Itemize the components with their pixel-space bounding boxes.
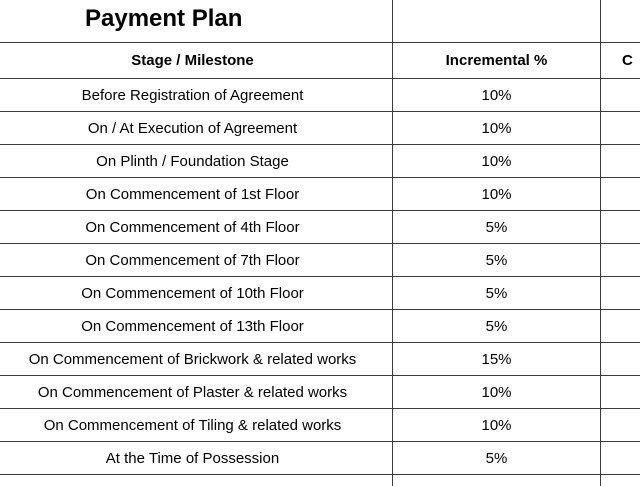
stage-cell xyxy=(0,244,393,277)
stage-cell xyxy=(0,112,393,145)
empty-cell xyxy=(601,475,640,486)
table-row xyxy=(0,244,640,277)
table-row xyxy=(0,112,640,145)
incremental-percent-cell: 10% xyxy=(393,178,601,211)
cumulative-cell xyxy=(601,145,640,178)
incremental-percent-cell: 10% xyxy=(393,112,601,145)
table-row xyxy=(0,475,640,486)
stage-label: On Commencement of 4th Floor xyxy=(85,219,299,236)
table-row xyxy=(0,376,640,409)
table-row xyxy=(0,343,640,376)
cumulative-cell xyxy=(601,277,640,310)
stage-cell xyxy=(0,409,393,442)
stage-cell xyxy=(0,145,393,178)
incremental-percent-cell: 10% xyxy=(393,376,601,409)
table-row xyxy=(0,277,640,310)
stage-label: On Commencement of 1st Floor xyxy=(86,186,299,203)
title-extra-cell xyxy=(601,0,640,43)
stage-cell xyxy=(0,277,393,310)
stage-label: On Commencement of 13th Floor xyxy=(81,318,304,335)
stage-cell xyxy=(0,442,393,475)
stage-cell xyxy=(0,211,393,244)
incremental-percent-cell: 10% xyxy=(393,145,601,178)
table-row xyxy=(0,211,640,244)
table-row xyxy=(0,79,640,112)
stage-cell xyxy=(0,376,393,409)
cumulative-cell xyxy=(601,211,640,244)
column-header-stage: Stage / Milestone xyxy=(0,43,393,79)
table-row xyxy=(0,310,640,343)
incremental-percent-cell: 5% xyxy=(393,277,601,310)
table-row xyxy=(0,442,640,475)
cumulative-cell xyxy=(601,79,640,112)
stage-cell xyxy=(0,310,393,343)
cumulative-cell xyxy=(601,112,640,145)
cumulative-cell xyxy=(601,409,640,442)
incremental-percent-cell: 10% xyxy=(393,409,601,442)
cumulative-cell xyxy=(601,244,640,277)
cumulative-cell xyxy=(601,178,640,211)
stage-label: On Commencement of 10th Floor xyxy=(81,285,304,302)
stage-cell xyxy=(0,343,393,376)
incremental-percent-cell: 5% xyxy=(393,244,601,277)
incremental-percent-cell: 10% xyxy=(393,79,601,112)
table-row xyxy=(0,178,640,211)
incremental-percent-cell: 15% xyxy=(393,343,601,376)
cumulative-cell xyxy=(601,376,640,409)
table-title: Payment Plan xyxy=(0,0,393,43)
incremental-percent-cell: 5% xyxy=(393,442,601,475)
empty-cell xyxy=(393,475,601,486)
title-row xyxy=(0,0,640,43)
stage-label: On Commencement of Plaster & related works xyxy=(38,384,347,401)
incremental-percent-cell: 5% xyxy=(393,310,601,343)
header-row xyxy=(0,43,640,79)
stage-label: On Commencement of 7th Floor xyxy=(85,252,299,269)
stage-label: On Plinth / Foundation Stage xyxy=(96,153,289,170)
column-header-cumulative-partial: C xyxy=(601,43,640,79)
table-row xyxy=(0,145,640,178)
cumulative-cell xyxy=(601,310,640,343)
stage-label: At the Time of Possession xyxy=(106,450,279,467)
stage-label: On / At Execution of Agreement xyxy=(88,120,297,137)
stage-label: Before Registration of Agreement xyxy=(82,87,304,104)
title-empty-cell xyxy=(393,0,601,43)
incremental-percent-cell: 5% xyxy=(393,211,601,244)
stage-cell xyxy=(0,178,393,211)
stage-label: On Commencement of Tiling & related works xyxy=(44,417,342,434)
stage-label: On Commencement of Brickwork & related works xyxy=(29,351,357,368)
column-header-incremental: Incremental % xyxy=(393,43,601,79)
cumulative-cell xyxy=(601,442,640,475)
cumulative-cell xyxy=(601,343,640,376)
table-row xyxy=(0,409,640,442)
stage-cell xyxy=(0,79,393,112)
empty-cell xyxy=(0,475,393,486)
